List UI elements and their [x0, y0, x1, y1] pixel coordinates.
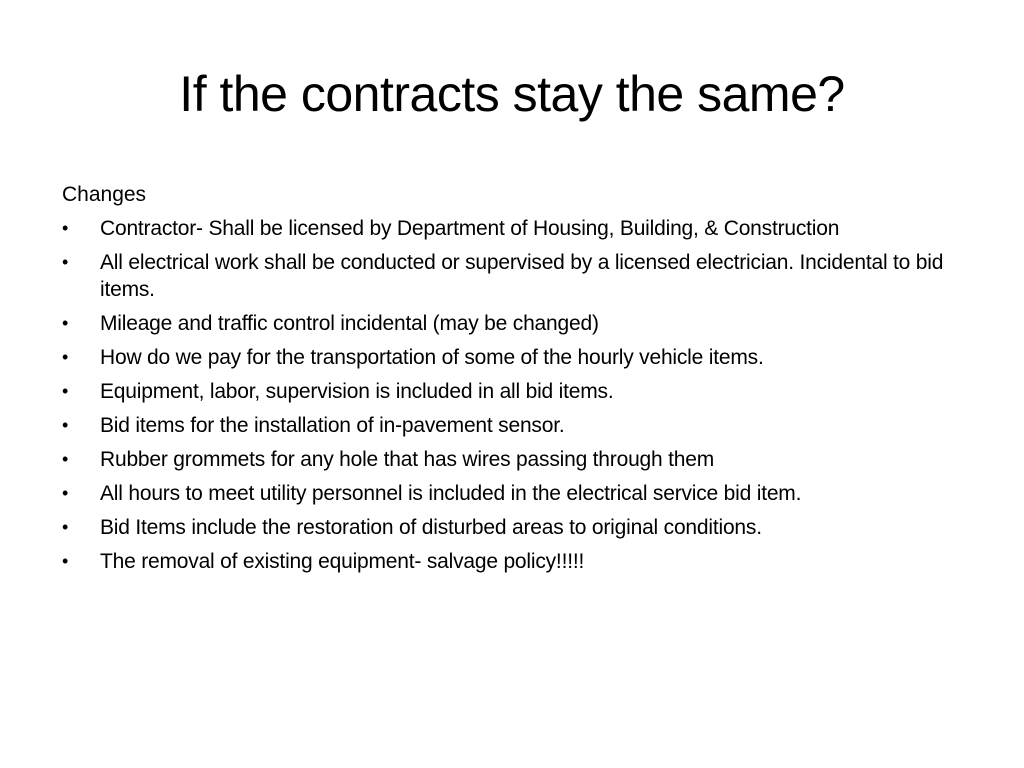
- bullet-item: [62, 310, 972, 337]
- bullet-text: Bid Items include the restoration of disturbed areas to original conditions.: [100, 516, 762, 539]
- bullet-icon: •: [62, 381, 69, 401]
- bullet-item: [62, 480, 972, 507]
- bullet-item: [62, 412, 972, 439]
- bullet-icon: •: [62, 551, 69, 571]
- bullet-item: [62, 344, 972, 371]
- bullet-text: Rubber grommets for any hole that has wires passing through them: [100, 448, 715, 471]
- bullet-text: The removal of existing equipment- salvage policy!!!!!: [100, 550, 585, 573]
- bullet-icon: •: [62, 313, 69, 333]
- bullet-icon: •: [62, 218, 69, 238]
- bullet-item: [62, 446, 972, 473]
- bullet-text: All electrical work shall be conducted or supervised by a licensed electrician. Incidental to bid items.: [100, 251, 944, 301]
- bullet-item: [62, 378, 972, 405]
- bullet-text: Bid items for the installation of in-pavement sensor.: [100, 414, 565, 437]
- section-heading: Changes: [62, 183, 147, 206]
- bullet-icon: •: [62, 449, 69, 469]
- bullet-icon: •: [62, 347, 69, 367]
- bullet-list: [62, 215, 972, 575]
- bullet-icon: •: [62, 517, 69, 537]
- bullet-item: [62, 514, 972, 541]
- bullet-text: Contractor- Shall be licensed by Department of Housing, Building, & Construction: [100, 217, 840, 240]
- bullet-text: Equipment, labor, supervision is included in all bid items.: [100, 380, 614, 403]
- bullet-text: All hours to meet utility personnel is included in the electrical service bid item.: [100, 482, 802, 505]
- bullet-item: [62, 215, 972, 242]
- slide-body: [62, 181, 972, 582]
- bullet-item: [62, 548, 972, 575]
- bullet-icon: •: [62, 415, 69, 435]
- bullet-text: Mileage and traffic control incidental (may be changed): [100, 312, 599, 335]
- bullet-item: [62, 249, 972, 303]
- bullet-text: How do we pay for the transportation of some of the hourly vehicle items.: [100, 346, 764, 369]
- slide-title: If the contracts stay the same?: [179, 66, 845, 122]
- bullet-icon: •: [62, 252, 69, 272]
- bullet-icon: •: [62, 483, 69, 503]
